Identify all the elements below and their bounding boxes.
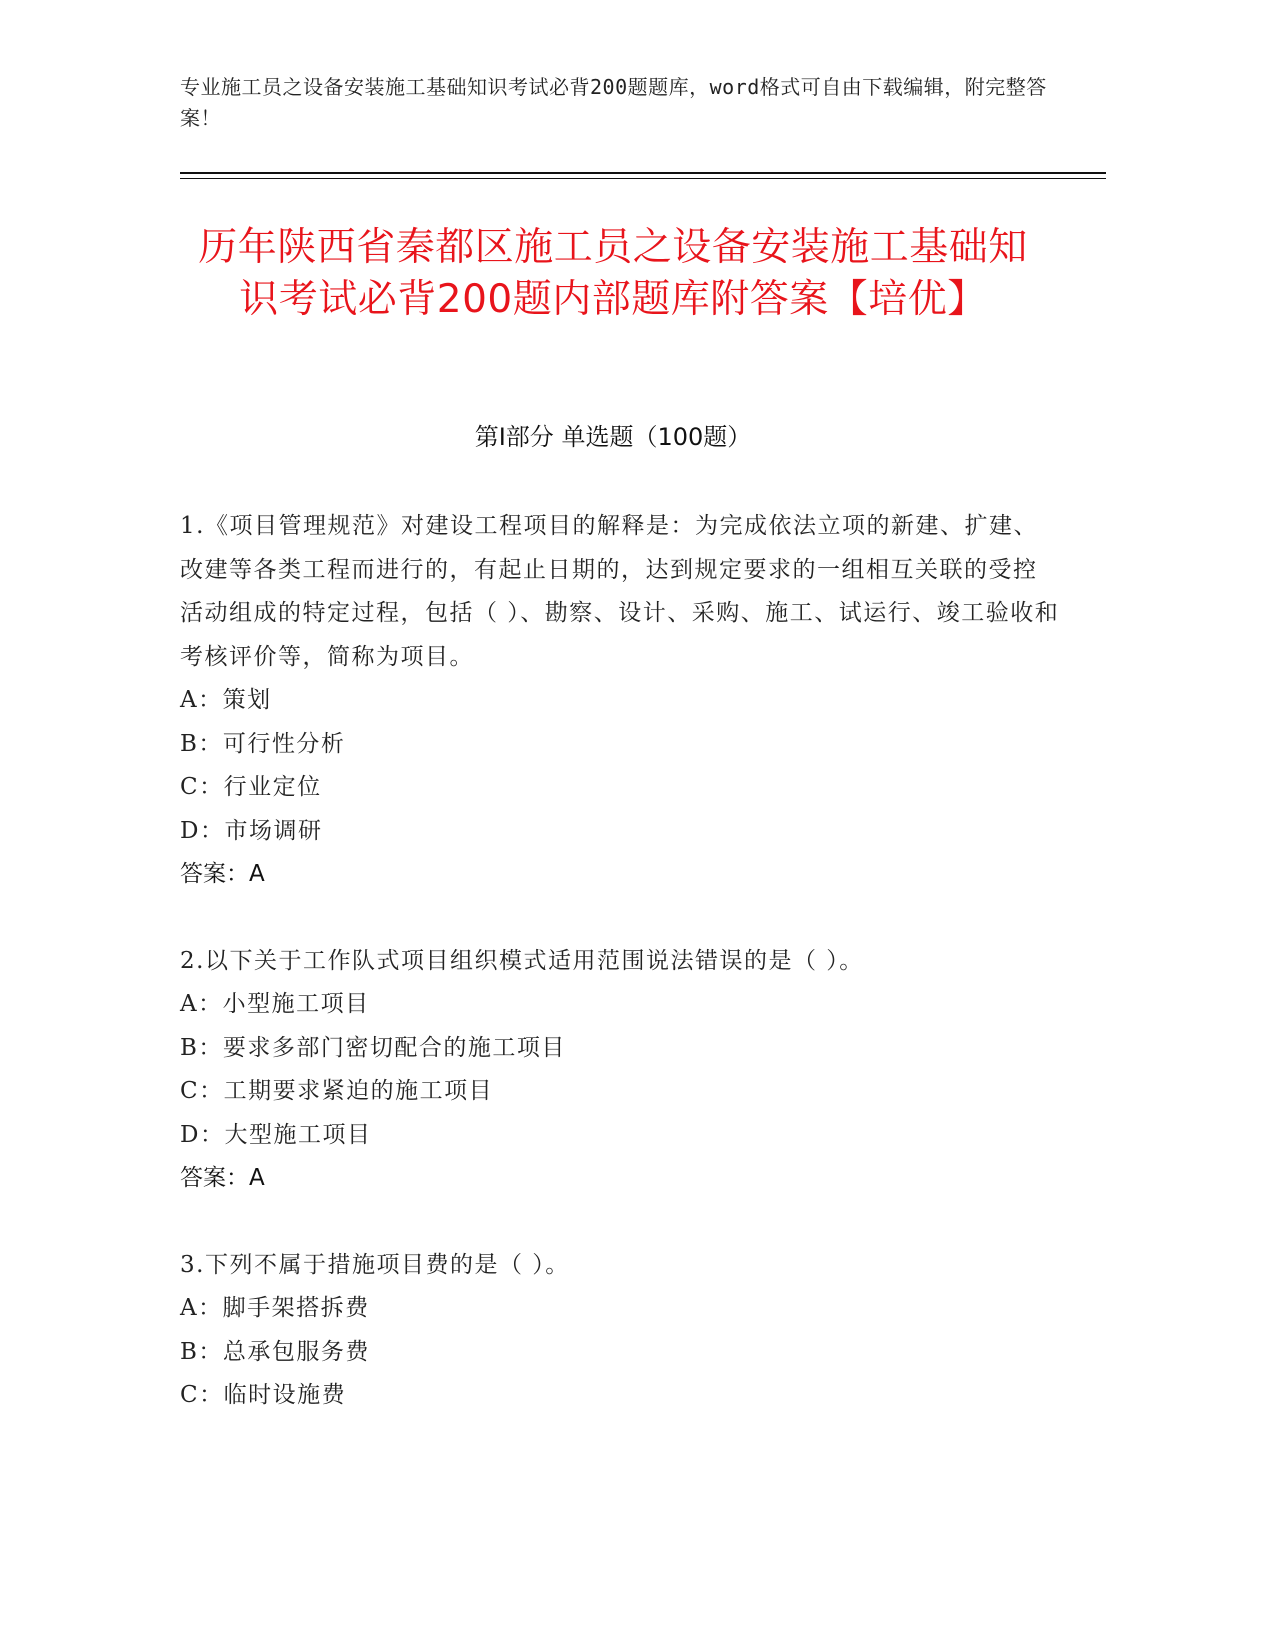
question-stem: 1.《项目管理规范》对建设工程项目的解释是：为完成依法立项的新建、扩建、改建等各类工程而进行的，有起止日期的，达到规定要求的一组相互关联的受控活动组成的特定过程，包括（ ）、勘察、设计、采购、施工、试运行、竣工验收和考核评价等，简称为项目。 — [180, 513, 1060, 670]
option-b: B：要求多部门密切配合的施工项目 — [180, 1034, 566, 1061]
header-note: 专业施工员之设备安装施工基础知识考试必背200题题库，word格式可自由下载编辑，附完整答案！ — [180, 75, 1047, 130]
question-2 — [180, 940, 1060, 1201]
question-stem: 2.以下关于工作队式项目组织模式适用范围说法错误的是（ ）。 — [180, 947, 864, 974]
option-b: B：可行性分析 — [180, 730, 346, 757]
option-a: A：脚手架搭拆费 — [180, 1295, 370, 1321]
question-list — [180, 505, 1060, 1461]
option-d: D：市场调研 — [180, 817, 323, 844]
header-rule-thin — [180, 178, 1106, 179]
option-c: C：临时设施费 — [180, 1382, 347, 1408]
section-title: 第I部分 单选题（100题） — [474, 423, 752, 451]
answer: 答案：A — [180, 861, 265, 887]
question-1 — [180, 505, 1060, 897]
question-stem: 3.下列不属于措施项目费的是（ ）。 — [180, 1251, 570, 1278]
option-b: B：总承包服务费 — [180, 1338, 370, 1365]
document-title: 历年陕西省秦都区施工员之设备安装施工基础知识考试必背200题内部题库附答案【培优】 — [198, 225, 1028, 322]
header-rule-thick — [180, 172, 1106, 174]
option-d: D：大型施工项目 — [180, 1121, 372, 1148]
option-a: A：策划 — [180, 687, 272, 713]
answer: 答案：A — [180, 1165, 265, 1191]
question-3 — [180, 1244, 1060, 1418]
option-c: C：行业定位 — [180, 774, 322, 800]
option-a: A：小型施工项目 — [180, 991, 370, 1017]
option-c: C：工期要求紧迫的施工项目 — [180, 1078, 494, 1104]
